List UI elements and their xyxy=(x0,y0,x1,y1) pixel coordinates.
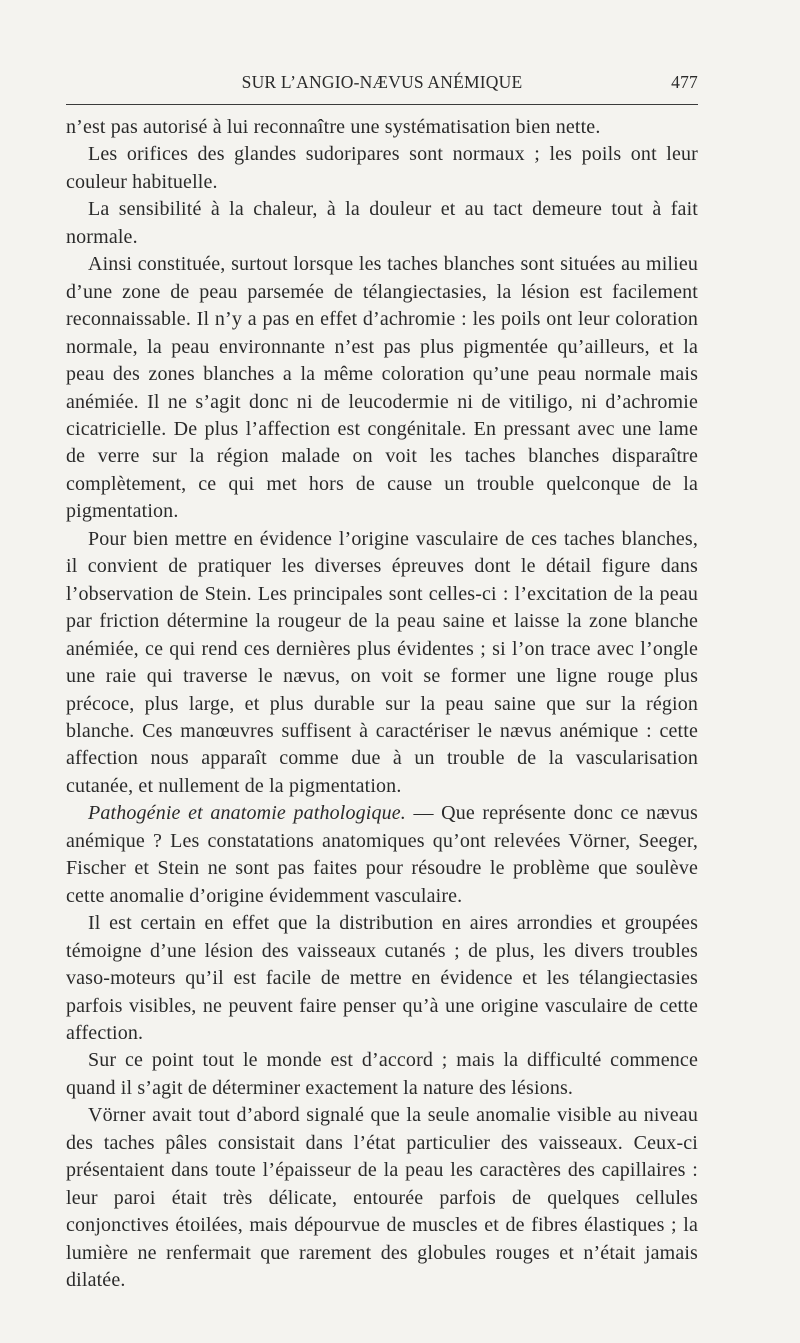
paragraph-2: Les orifices des glandes sudoripares sont normaux ; les poils ont leur couleur habituelle. xyxy=(66,143,698,193)
paragraph-5: Pour bien mettre en évidence l’origine vasculaire de ces taches blanches, il convient de pratiquer les diverses épreuves dont le détail figure dans l’observation de Stein. Les principales sont celles-ci : l’excitation de la peau par friction détermine la rougeur de la peau saine et laisse la zone blanche anémiée, ce qui rend ces dernières plus évidentes ; si l’on trace avec l’ongle une raie qui traverse le nævus, on voit se former une ligne rouge plus précoce, plus large, et plus durable sur la peau saine que sur la région blanche. Ces manœuvres suffisent à caractériser le nævus anémique : cette affection nous apparaît comme due à un trouble de la vascularisation cutanée, et nullement de la pigmentation. xyxy=(66,527,698,797)
paragraph-8: Sur ce point tout le monde est d’accord ; mais la difficulté commence quand il s’agit de déterminer exactement la nature des lésions. xyxy=(66,1049,698,1099)
page-number: 477 xyxy=(671,72,698,92)
paragraph-1: n’est pas autorisé à lui reconnaître une systématisation bien nette. xyxy=(66,116,601,138)
header-rule xyxy=(66,104,698,105)
paragraph-6-text: — Que représente donc ce nævus anémique ? Les constatations anatomiques qu’ont relevées Vörner, Seeger, Fischer et Stein ne sont pas faites pour résoudre le problème que soulève cette anomalie d’origine évidemment vasculaire. xyxy=(66,802,698,907)
body-text xyxy=(66,114,698,1294)
book-page xyxy=(66,66,698,1294)
paragraph-9: Vörner avait tout d’abord signalé que la seule anomalie visible au niveau des taches pâles consistait dans l’état particulier des vaisseaux. Ceux-ci présentaient dans toute l’épaisseur de la peau les caractères des capillaires : leur paroi était très délicate, entourée parfois de quelques cellules conjonctives étoilées, mais dépourvue de muscles et de fibres élastiques ; la lumière ne renfermait que rarement des globules rouges et n’était jamais dilatée. xyxy=(66,1104,698,1292)
section-heading-italic: Pathogénie et anatomie pathologique. xyxy=(88,802,406,825)
paragraph-7: Il est certain en effet que la distribution en aires arrondies et groupées témoigne d’une lésion des vaisseaux cutanés ; de plus, les divers troubles vaso-moteurs qu’il est facile de mettre en évidence et les télangiectasies parfois visibles, ne peuvent faire penser qu’à une origine vasculaire de cette affection. xyxy=(66,912,698,1044)
paragraph-6 xyxy=(66,800,698,910)
page-header xyxy=(66,66,698,96)
paragraph-4: Ainsi constituée, surtout lorsque les taches blanches sont situées au milieu d’une zone de peau parsemée de télangiectasies, la lésion est facilement reconnaissable. Il n’y a pas en effet d’achromie : les poils ont leur coloration normale, la peau environnante n’est pas plus pigmentée qu’ailleurs, et la peau des zones blanches a la même coloration qu’une peau normale mais anémiée. Il ne s’agit donc ni de leucodermie ni de vitiligo, ni d’achromie cicatricielle. De plus l’affection est congénitale. En pressant avec une lame de verre sur la région malade on voit les taches blanches disparaître complètement, ce qui met hors de cause un trouble quelconque de la pigmentation. xyxy=(66,253,698,523)
running-title: SUR L’ANGIO-NÆVUS ANÉMIQUE xyxy=(241,72,523,92)
paragraph-3: La sensibilité à la chaleur, à la douleur et au tact demeure tout à fait normale. xyxy=(66,198,698,248)
